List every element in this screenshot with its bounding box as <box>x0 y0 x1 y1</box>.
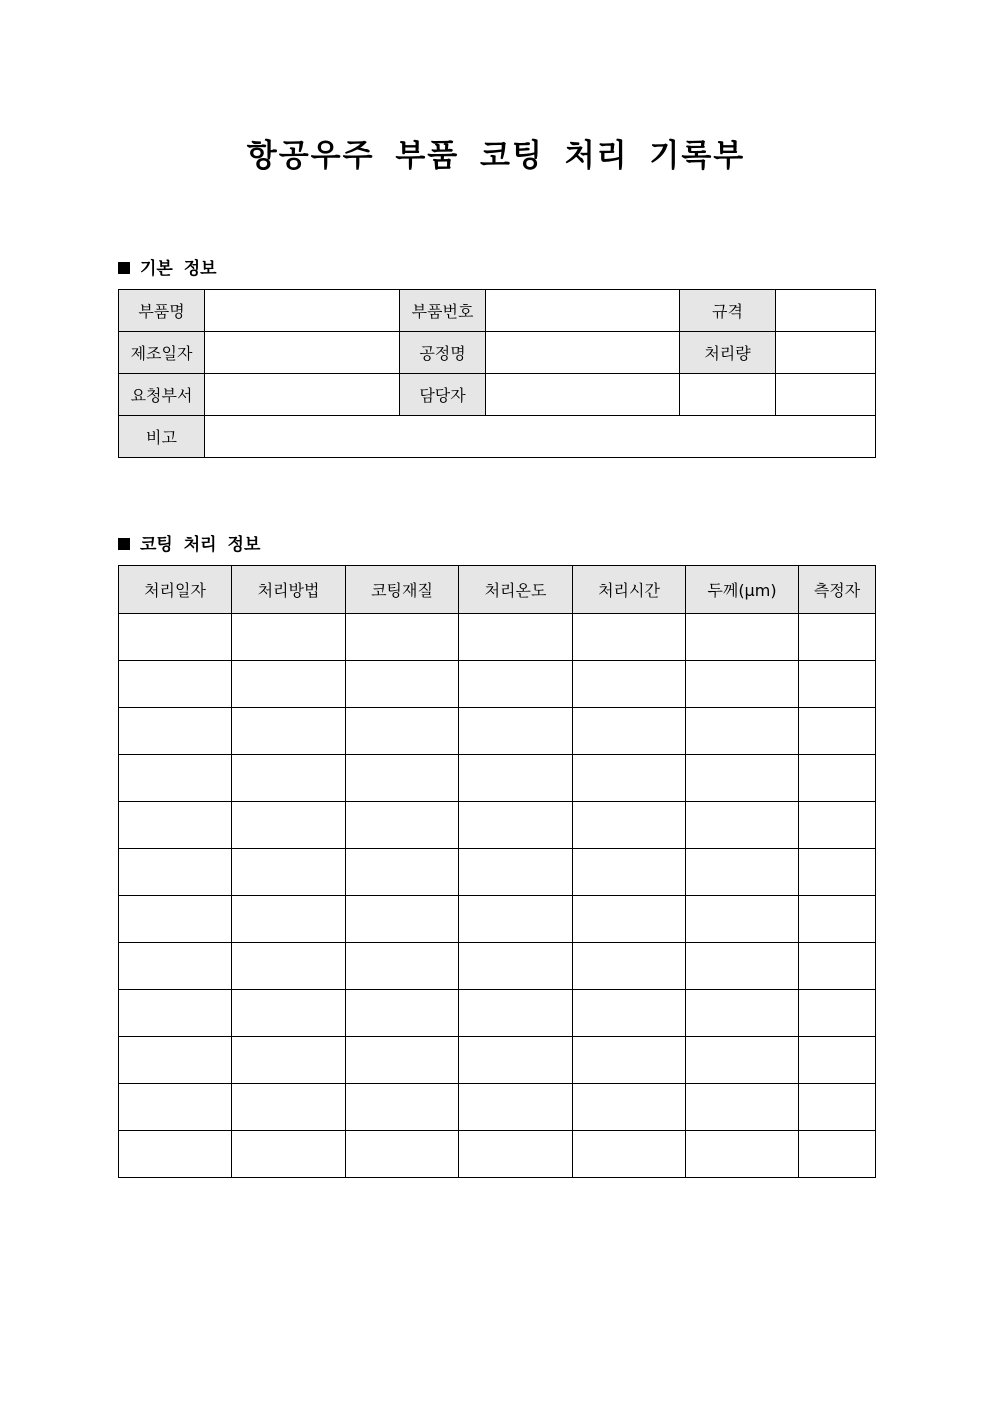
entry-cell[interactable] <box>119 943 232 990</box>
header-process-temperature: 처리온도 <box>459 566 573 614</box>
entry-cell[interactable] <box>573 661 686 708</box>
entry-cell[interactable] <box>119 661 232 708</box>
entry-cell[interactable] <box>686 943 799 990</box>
entry-cell[interactable] <box>459 990 573 1037</box>
table-row <box>119 755 876 802</box>
entry-cell[interactable] <box>799 1037 876 1084</box>
table-row <box>119 1037 876 1084</box>
remarks-label: 비고 <box>119 416 205 458</box>
entry-cell[interactable] <box>686 1084 799 1131</box>
table-row <box>119 943 876 990</box>
spec-label: 규격 <box>680 290 776 332</box>
entry-cell[interactable] <box>799 990 876 1037</box>
entry-cell[interactable] <box>686 849 799 896</box>
requesting-dept-label: 요청부서 <box>119 374 205 416</box>
entry-cell[interactable] <box>232 943 346 990</box>
entry-cell[interactable] <box>232 614 346 661</box>
table-row <box>119 1084 876 1131</box>
entry-cell[interactable] <box>346 1084 459 1131</box>
empty-cell[interactable] <box>680 374 776 416</box>
person-in-charge-label: 담당자 <box>400 374 486 416</box>
entry-cell[interactable] <box>119 614 232 661</box>
entry-cell[interactable] <box>346 990 459 1037</box>
entry-cell[interactable] <box>232 802 346 849</box>
entry-cell[interactable] <box>573 708 686 755</box>
table-row <box>119 802 876 849</box>
entry-cell[interactable] <box>232 1131 346 1178</box>
part-number-label: 부품번호 <box>400 290 486 332</box>
entry-cell[interactable] <box>459 943 573 990</box>
table-header-row <box>119 566 876 614</box>
entry-cell[interactable] <box>573 896 686 943</box>
manufacture-date-field[interactable] <box>205 332 400 374</box>
entry-cell[interactable] <box>799 802 876 849</box>
section-coating-info-label: 코팅 처리 정보 <box>140 535 261 555</box>
entry-cell[interactable] <box>119 990 232 1037</box>
entry-cell[interactable] <box>232 1037 346 1084</box>
remarks-field[interactable] <box>205 416 876 458</box>
entry-cell[interactable] <box>573 614 686 661</box>
entry-cell[interactable] <box>459 1084 573 1131</box>
entry-cell[interactable] <box>573 1037 686 1084</box>
entry-cell[interactable] <box>459 849 573 896</box>
entry-cell[interactable] <box>119 849 232 896</box>
process-name-field[interactable] <box>486 332 680 374</box>
header-inspector: 측정자 <box>799 566 876 614</box>
entry-cell[interactable] <box>232 661 346 708</box>
part-number-field[interactable] <box>486 290 680 332</box>
entry-cell[interactable] <box>459 614 573 661</box>
entry-cell[interactable] <box>459 708 573 755</box>
entry-cell[interactable] <box>232 708 346 755</box>
entry-cell[interactable] <box>686 614 799 661</box>
entry-cell[interactable] <box>232 896 346 943</box>
entry-cell[interactable] <box>573 990 686 1037</box>
square-bullet-icon <box>118 538 130 550</box>
entry-cell[interactable] <box>459 661 573 708</box>
table-row <box>119 708 876 755</box>
entry-cell[interactable] <box>119 1084 232 1131</box>
entry-cell[interactable] <box>799 849 876 896</box>
header-coating-material: 코팅재질 <box>346 566 459 614</box>
entry-cell[interactable] <box>459 1037 573 1084</box>
entry-cell[interactable] <box>232 990 346 1037</box>
entry-cell[interactable] <box>573 1084 686 1131</box>
square-bullet-icon <box>118 262 130 274</box>
table-row <box>119 290 876 332</box>
manufacture-date-label: 제조일자 <box>119 332 205 374</box>
entry-cell[interactable] <box>232 755 346 802</box>
entry-cell[interactable] <box>346 802 459 849</box>
header-process-date: 처리일자 <box>119 566 232 614</box>
quantity-label: 처리량 <box>680 332 776 374</box>
entry-cell[interactable] <box>119 896 232 943</box>
quantity-field[interactable] <box>776 332 876 374</box>
entry-cell[interactable] <box>459 1131 573 1178</box>
entry-cell[interactable] <box>686 661 799 708</box>
header-thickness: 두께(µm) <box>686 566 799 614</box>
table-row <box>119 990 876 1037</box>
entry-cell[interactable] <box>799 943 876 990</box>
table-row <box>119 1131 876 1178</box>
table-row <box>119 614 876 661</box>
entry-cell[interactable] <box>346 755 459 802</box>
process-name-label: 공정명 <box>400 332 486 374</box>
entry-cell[interactable] <box>119 1131 232 1178</box>
entry-cell[interactable] <box>799 614 876 661</box>
entry-cell[interactable] <box>686 708 799 755</box>
table-row <box>119 849 876 896</box>
entry-cell[interactable] <box>232 849 346 896</box>
coating-record-table <box>118 565 876 1178</box>
entry-cell[interactable] <box>119 1037 232 1084</box>
basic-info-table <box>118 289 876 458</box>
entry-cell[interactable] <box>686 896 799 943</box>
table-row <box>119 374 876 416</box>
entry-cell[interactable] <box>232 1084 346 1131</box>
entry-cell[interactable] <box>119 802 232 849</box>
section-coating-info <box>118 530 260 555</box>
entry-cell[interactable] <box>799 708 876 755</box>
entry-cell[interactable] <box>573 943 686 990</box>
entry-cell[interactable] <box>686 755 799 802</box>
entry-cell[interactable] <box>346 943 459 990</box>
table-row <box>119 332 876 374</box>
person-in-charge-field[interactable] <box>486 374 680 416</box>
entry-cell[interactable] <box>686 802 799 849</box>
section-basic-info-label: 기본 정보 <box>140 259 217 279</box>
spec-field[interactable] <box>776 290 876 332</box>
entry-cell[interactable] <box>799 661 876 708</box>
document-title: 항공우주 부품 코팅 처리 기록부 <box>246 138 746 174</box>
entry-cell[interactable] <box>573 1131 686 1178</box>
entry-cell[interactable] <box>346 708 459 755</box>
entry-cell[interactable] <box>346 1131 459 1178</box>
table-row <box>119 416 876 458</box>
entry-cell[interactable] <box>346 849 459 896</box>
empty-cell[interactable] <box>776 374 876 416</box>
part-name-field[interactable] <box>205 290 400 332</box>
entry-cell[interactable] <box>346 614 459 661</box>
section-basic-info <box>118 254 217 279</box>
entry-cell[interactable] <box>459 896 573 943</box>
table-row <box>119 661 876 708</box>
coating-table-body <box>119 614 876 1178</box>
entry-cell[interactable] <box>459 755 573 802</box>
entry-cell[interactable] <box>346 896 459 943</box>
part-name-label: 부품명 <box>119 290 205 332</box>
requesting-dept-field[interactable] <box>205 374 400 416</box>
table-row <box>119 896 876 943</box>
entry-cell[interactable] <box>573 755 686 802</box>
entry-cell[interactable] <box>119 755 232 802</box>
entry-cell[interactable] <box>799 896 876 943</box>
entry-cell[interactable] <box>686 990 799 1037</box>
entry-cell[interactable] <box>686 1037 799 1084</box>
entry-cell[interactable] <box>799 1084 876 1131</box>
entry-cell[interactable] <box>799 755 876 802</box>
entry-cell[interactable] <box>686 1131 799 1178</box>
entry-cell[interactable] <box>119 708 232 755</box>
entry-cell[interactable] <box>459 802 573 849</box>
entry-cell[interactable] <box>573 802 686 849</box>
header-process-method: 처리방법 <box>232 566 346 614</box>
entry-cell[interactable] <box>573 849 686 896</box>
entry-cell[interactable] <box>346 1037 459 1084</box>
entry-cell[interactable] <box>799 1131 876 1178</box>
entry-cell[interactable] <box>346 661 459 708</box>
header-process-time: 처리시간 <box>573 566 686 614</box>
